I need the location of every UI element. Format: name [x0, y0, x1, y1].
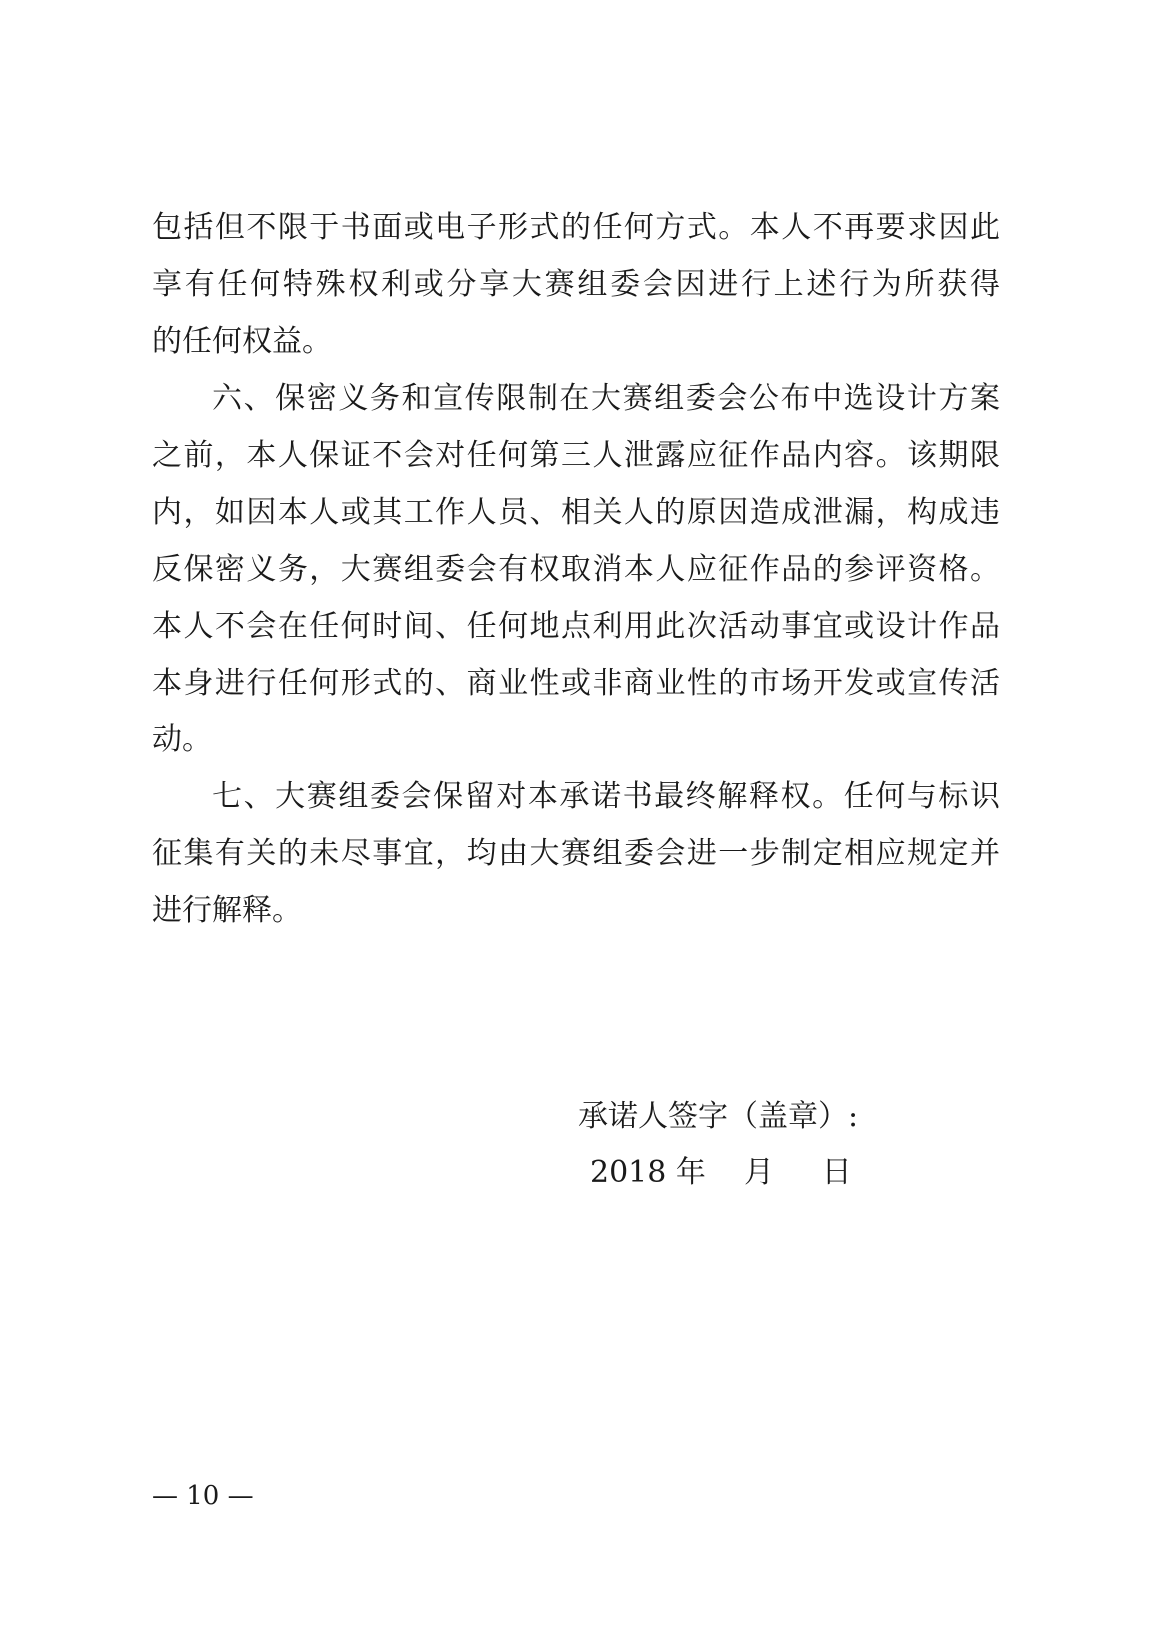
paragraph-line: 进行解释。 [152, 893, 302, 928]
paragraph-line: 的任何权益。 [152, 324, 332, 359]
paragraph-line: 内，如因本人或其工作人员、相关人的原因造成泄漏，构成违 [152, 495, 1000, 530]
paragraph-line: 动。 [152, 722, 212, 757]
paragraph-line: 征集有关的未尽事宜，均由大赛组委会进一步制定相应规定并 [152, 836, 1000, 871]
paragraph-line: 六、保密义务和宣传限制在大赛组委会公布中选设计方案 [212, 381, 1000, 416]
page-number: — 10 — [152, 1481, 254, 1511]
paragraph-line: 享有任何特殊权利或分享大赛组委会因进行上述行为所获得 [152, 267, 1000, 302]
signature-date: 2018 年 月 日 [590, 1155, 852, 1190]
paragraph-line: 七、大赛组委会保留对本承诺书最终解释权。任何与标识 [212, 779, 1000, 814]
paragraph-line: 反保密义务，大赛组委会有权取消本人应征作品的参评资格。 [152, 552, 1000, 587]
paragraph-line: 本身进行任何形式的、商业性或非商业性的市场开发或宣传活 [152, 666, 1000, 701]
paragraph-line: 本人不会在任何时间、任何地点利用此次活动事宜或设计作品 [152, 609, 1000, 644]
paragraph-line: 包括但不限于书面或电子形式的任何方式。本人不再要求因此 [152, 210, 1000, 245]
paragraph-line: 之前，本人保证不会对任何第三人泄露应征作品内容。该期限 [152, 438, 1000, 473]
signature-label: 承诺人签字（盖章）: [578, 1099, 859, 1134]
